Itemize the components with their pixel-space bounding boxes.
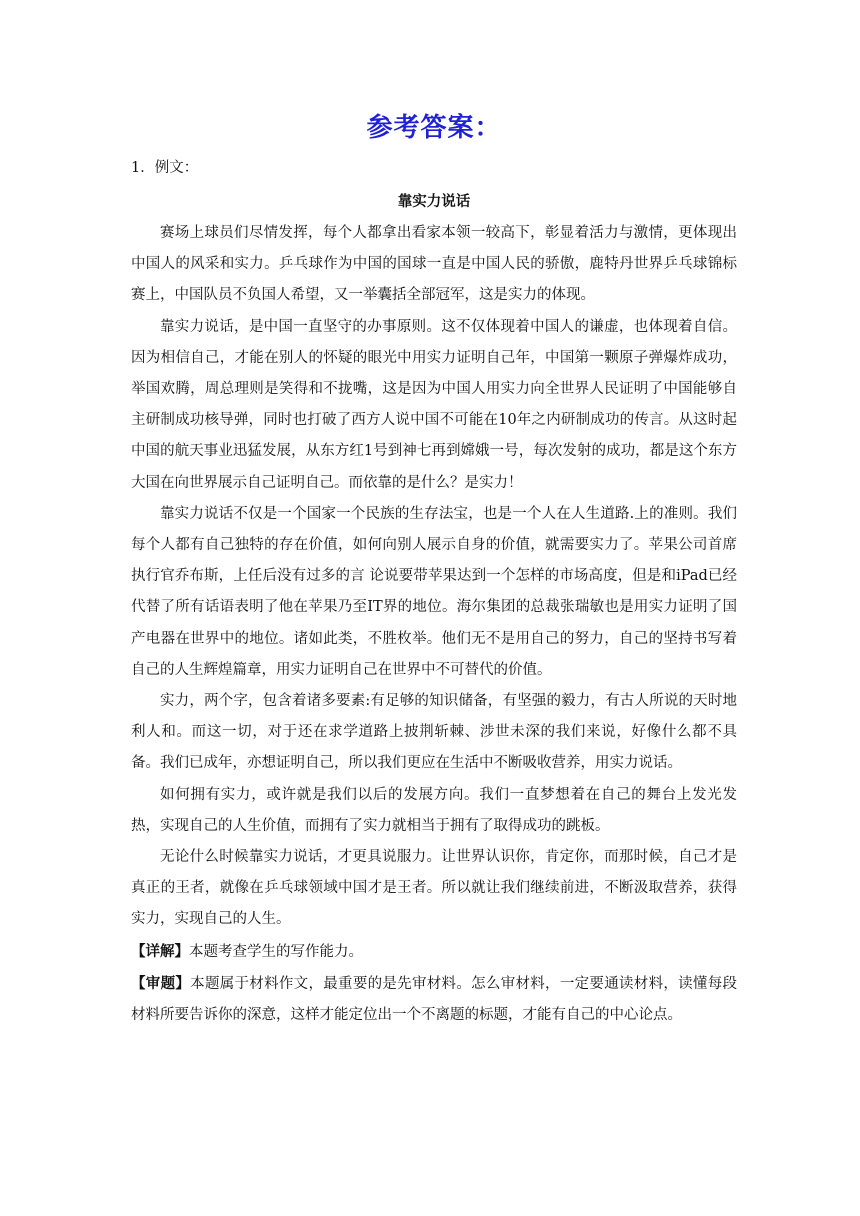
essay-paragraph: 赛场上球员们尽情发挥，每个人都拿出看家本领一较高下，彰显着活力与激情，更体现出中国人的风采和实力。乒乓球作为中国的国球一直是中国人民的骄傲，鹿特丹世界乒乓球锦标赛上，中国队员不负国人希望，又一举囊括全部冠军，这是实力的体现。 [131,225,737,304]
essay-paragraph: 靠实力说话，是中国一直坚守的办事原则。这不仅体现着中国人的谦虚，也体现着自信。因为相信自己，才能在别人的怀疑的眼光中用实力证明自己年，中国第一颗原子弹爆炸成功，举国欢腾，周总理则是笑得和不拢嘴，这是因为中国人用实力向全世界人民证明了中国能够自主研制成功核导弹，同时也打破了西方人说中国不可能在10年之内研制成功的传言。从这时起中国的航天事业迅猛发展，从东方红1号到神七再到嫦娥一号，每次发射的成功，都是这个东方大国在向世界展示自己证明自己。而依靠的是什么？是实力！ [131,318,737,491]
note-text: 本题属于材料作文，最重要的是先审材料。怎么审材料，一定要通读材料，读懂每段材料所要告诉你的深意，这样才能定位出一个不离题的标题，才能有自己的中心论点。 [131,975,738,1024]
essay-paragraph: 实力，两个字，包含着诸多要素:有足够的知识储备，有坚强的毅力，有古人所说的天时地利人和。而这一切，对于还在求学道路上披荆斩棘、涉世未深的我们来说，好像什么都不具备。我们已成年，亦想证明自己，所以我们更应在生活中不断吸收营养，用实力说话。 [131,693,737,772]
note-text: 本题考查学生的写作能力。 [189,943,363,960]
question-number: 1．例文： [131,160,199,176]
note-label: 【审题】 [131,974,191,992]
essay-paragraph: 无论什么时候靠实力说话，才更具说服力。让世界认识你，肯定你，而那时候，自己才是真正的王者，就像在乒乓球领域中国才是王者。所以就让我们继续前进，不断汲取营养，获得实力，实现自己的人生。 [131,849,737,928]
review-note [131,968,737,1031]
essay-body [131,218,737,936]
note-label: 【详解】 [131,942,189,960]
analysis-note [131,936,737,968]
essay-title: 靠实力说话 [397,194,471,210]
essay-paragraph: 靠实力说话不仅是一个国家一个民族的生存法宝，也是一个人在人生道路.上的准则。我们每个人都有自己独特的存在价值，如何向别人展示自身的价值，就需要实力了。苹果公司首席执行官乔布斯，上任后没有过多的言 论说要带苹果达到一个怎样的市场高度，但是和iPad已经代替了所有话语表明了他在苹果乃至IT界的地位。海尔集团的总裁张瑞敏也是用实力证明了国产电器在世界中的地位。诸如此类，不胜枚举。他们无不是用自己的努力，自己的坚持书写着自己的人生辉煌篇章，用实力证明自己在世界中不可替代的价值。 [131,505,737,678]
page-title: 参考答案： [366,113,502,143]
essay-paragraph: 如何拥有实力，或许就是我们以后的发展方向。我们一直梦想着在自己的舞台上发光发热，实现自己的人生价值，而拥有了实力就相当于拥有了取得成功的跳板。 [131,786,737,834]
